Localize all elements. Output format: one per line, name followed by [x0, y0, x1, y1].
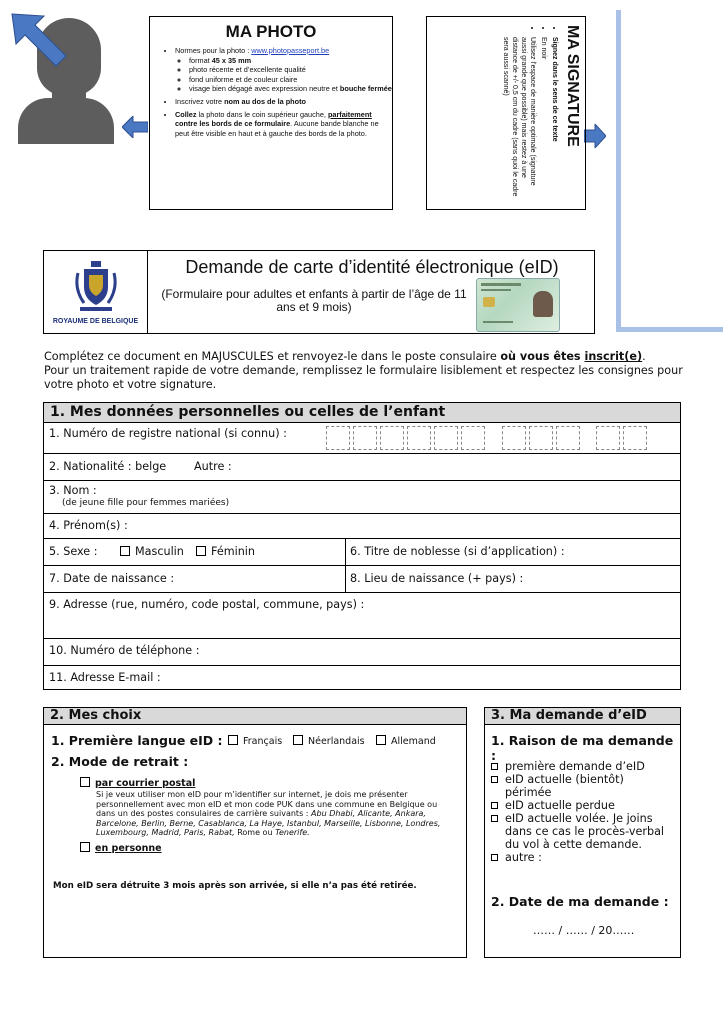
raison-item[interactable]: eID actuelle volée. Je joins dans ce cas le procès-verbal du vol à cette demande.: [491, 812, 673, 851]
feminin-checkbox[interactable]: [196, 546, 206, 556]
raison-item[interactable]: eID actuelle (bientôt) périmée: [491, 773, 673, 799]
naissance-date-label: 7. Date de naissance :: [49, 572, 175, 585]
photo-norm-face: ◦ visage bien dégagé avec expression neutre et bouche fermée: [189, 84, 392, 94]
sexe-label: 5. Sexe :: [49, 545, 98, 558]
signature-rule-space: • Utilisez l’espace de manière optimale (signature aussi grande que possible) mais restez à une distance de +/- 0,5 cm du cadre (sans quoi le cadre sera aussi scanné): [501, 37, 537, 203]
photo-norms-link[interactable]: www.photopasseport.be: [251, 46, 330, 55]
row-naissance: [44, 565, 680, 592]
intro-line-1: Complétez ce document en MAJUSCULES et renvoyez-le dans le poste consulaire où vous êtes inscrit(e).: [44, 350, 646, 363]
photo-norm-format: ◦ format 45 x 35 mm: [189, 56, 392, 66]
raison-item[interactable]: eID actuelle perdue: [491, 799, 673, 812]
courrier-option[interactable]: [80, 777, 195, 789]
raison-label: 1. Raison de ma demande :: [491, 733, 674, 763]
allemand-checkbox[interactable]: [376, 735, 386, 745]
frame-line-vertical: [616, 10, 621, 332]
personne-label: en personne: [95, 843, 162, 854]
row-telephone[interactable]: [44, 638, 680, 665]
telephone-label: 10. Numéro de téléphone :: [49, 644, 200, 657]
row-sexe-noblesse: [44, 538, 680, 565]
arrow-left-icon: [122, 116, 148, 138]
row-nationalite[interactable]: [44, 453, 680, 480]
langue-francais-option[interactable]: [228, 735, 282, 747]
signature-rule-color: • En noir: [539, 37, 548, 203]
autre-nationalite-label: Autre :: [194, 460, 232, 473]
section-3-heading: 3. Ma demande d’eID: [485, 708, 680, 725]
raison-list: [491, 760, 673, 864]
form-subtitle: (Formulaire pour adultes et enfants à partir de l’âge de 11 ans et 9 mois): [161, 287, 467, 314]
frame-line-horizontal: [616, 327, 723, 332]
row-nom[interactable]: [44, 480, 680, 513]
raison-checkbox[interactable]: [491, 776, 498, 783]
personne-checkbox[interactable]: [80, 842, 90, 852]
row-adresse[interactable]: [44, 592, 680, 638]
eid-card-image: [476, 278, 560, 332]
logo-cell: [44, 251, 148, 333]
feminin-label: Féminin: [211, 545, 256, 558]
section-choices: [43, 707, 467, 958]
signature-rule-direction: • Signez dans le sens de ce texte: [550, 37, 559, 203]
destruction-warning: Mon eID sera détruite 3 mois après son arrivée, si elle n’a pas été retirée.: [53, 881, 417, 891]
intro-line-2: Pour un traitement rapide de votre demande, remplissez le formulaire lisiblement et respectez les consignes pour votre photo et votre signature.: [44, 364, 683, 391]
photo-paste-instruction: • Collez la photo dans le coin supérieur gauche, parfaitement contre les bords de ce formulaire. Aucune bande blanche ne peut être visible en haut et à gauche des bords de la photo.: [175, 110, 392, 139]
raison-checkbox[interactable]: [491, 763, 498, 770]
neerlandais-checkbox[interactable]: [293, 735, 303, 745]
row-prenom[interactable]: [44, 513, 680, 538]
francais-checkbox[interactable]: [228, 735, 238, 745]
masculin-label: Masculin: [135, 545, 184, 558]
section-eid-request: [484, 707, 681, 958]
raison-item[interactable]: première demande d’eID: [491, 760, 673, 773]
masculin-checkbox[interactable]: [120, 546, 130, 556]
arrow-up-left-icon: [10, 12, 68, 70]
photo-norms-item: [175, 46, 392, 94]
form-title: Demande de carte d’identité électronique (eID): [185, 257, 559, 277]
intro-text: [44, 350, 684, 392]
logo-text: ROYAUME DE BELGIQUE: [52, 318, 139, 325]
allemand-label: Allemand: [391, 736, 436, 747]
courrier-checkbox[interactable]: [80, 777, 90, 787]
section-2-heading: 2. Mes choix: [44, 708, 466, 725]
signature-box-title: MA SIGNATURE: [564, 25, 581, 147]
email-label: 11. Adresse E-mail :: [49, 671, 161, 684]
section-personal-data: [43, 402, 681, 690]
courrier-label: par courrier postal: [95, 778, 196, 789]
photo-norm-background: ◦ fond uniforme et de couleur claire: [189, 75, 392, 85]
registre-label: 1. Numéro de registre national (si connu) :: [49, 427, 287, 440]
raison-checkbox[interactable]: [491, 815, 498, 822]
row-email[interactable]: [44, 665, 680, 691]
feminin-option[interactable]: [196, 545, 255, 558]
naissance-lieu-label: 8. Lieu de naissance (+ pays) :: [350, 572, 524, 585]
nom-label: 3. Nom :: [49, 484, 97, 497]
francais-label: Français: [243, 736, 283, 747]
nom-note: (de jeune fille pour femmes mariées): [62, 498, 230, 508]
date-demande-field[interactable]: …… / …… / 20……: [533, 924, 635, 937]
prenom-label: 4. Prénom(s) :: [49, 519, 128, 532]
raison-checkbox[interactable]: [491, 854, 498, 861]
date-demande-label: 2. Date de ma demande :: [491, 894, 669, 909]
langue-label: 1. Première langue eID :: [51, 733, 223, 748]
row-registre: [44, 423, 680, 453]
nationalite-label: 2. Nationalité : belge: [49, 460, 167, 473]
raison-checkbox[interactable]: [491, 802, 498, 809]
noblesse-label: 6. Titre de noblesse (si d’application) :: [350, 545, 565, 558]
photo-norm-quality: ◦ photo récente et d’excellente qualité: [189, 65, 392, 75]
courrier-explanation: Si je veux utiliser mon eID pour m’identifier sur internet, je dois me présenter personnellement avec mon eID et mon code PUK dans une commune en Belgique ou dans un des postes consulaires de carrière suivants : Abu Dhabi, Alicante, Ankara, Barcelone, Berlin, Berne, Casablanca, La Haye, Istanbul, Marseille, Lisbonne, Londres, Luxembourg, Madrid, Paris, Rabat, Rome ou Tenerife.: [96, 790, 441, 838]
langue-neerlandais-option[interactable]: [293, 735, 365, 747]
photo-box-title: MA PHOTO: [225, 22, 317, 41]
adresse-label: 9. Adresse (rue, numéro, code postal, commune, pays) :: [49, 598, 365, 611]
belgium-coat-of-arms-icon: [74, 259, 118, 315]
arrow-right-icon: [584, 124, 606, 148]
photo-name-instruction: • Inscrivez votre nom au dos de la photo: [175, 97, 392, 107]
form-header: [43, 250, 595, 334]
mode-retrait-label: 2. Mode de retrait :: [51, 754, 189, 769]
langue-allemand-option[interactable]: [376, 735, 436, 747]
masculin-option[interactable]: [120, 545, 184, 558]
personne-option[interactable]: [80, 842, 162, 854]
raison-item[interactable]: autre :: [491, 851, 673, 864]
photo-norms-label: Normes pour la photo :: [175, 46, 252, 55]
neerlandais-label: Néerlandais: [308, 736, 365, 747]
photo-instructions-box: [149, 16, 393, 210]
signature-box[interactable]: [426, 16, 586, 210]
section-1-heading: 1. Mes données personnelles ou celles de l’enfant: [44, 403, 680, 423]
